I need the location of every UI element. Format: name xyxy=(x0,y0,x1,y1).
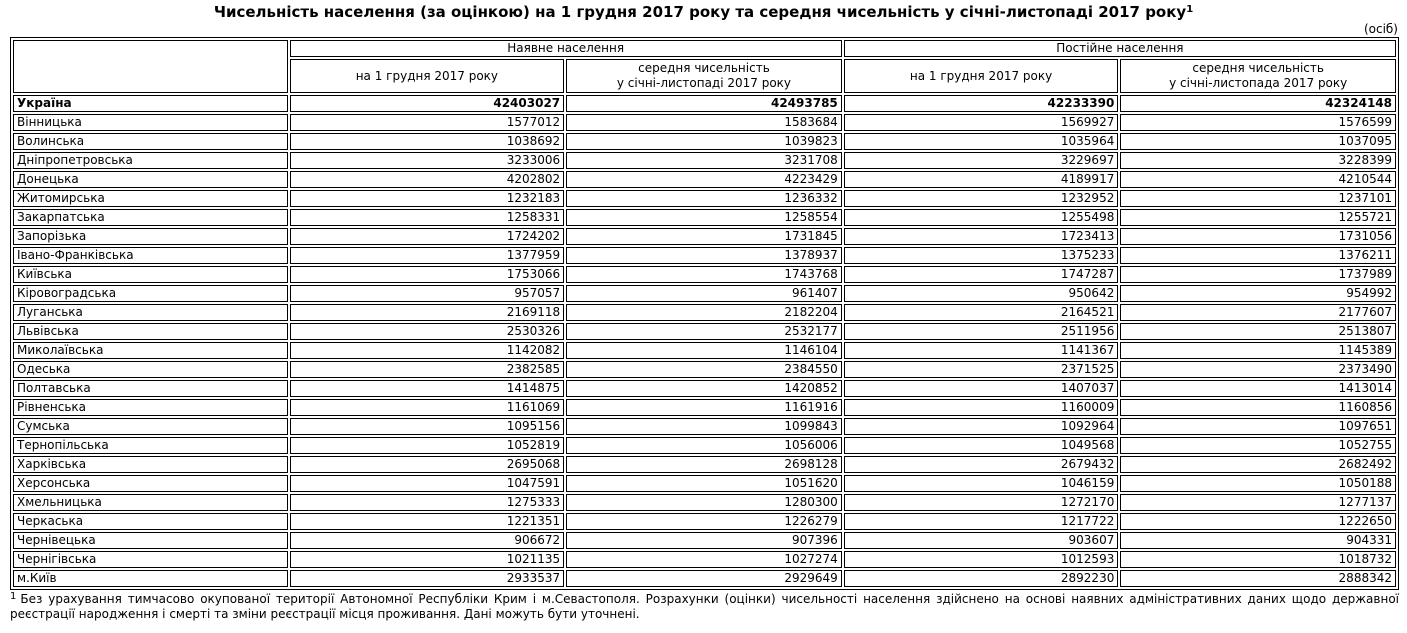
value-cell: 1569927 xyxy=(844,114,1119,131)
value-cell: 2373490 xyxy=(1120,361,1396,378)
value-cell: 1097651 xyxy=(1120,418,1396,435)
value-cell: 1039823 xyxy=(566,133,842,150)
value-cell: 2530326 xyxy=(290,323,565,340)
region-name: Сумська xyxy=(13,418,288,435)
header-col-present-dec1: на 1 грудня 2017 року xyxy=(290,59,565,93)
region-name: Волинська xyxy=(13,133,288,150)
table-row xyxy=(13,551,1396,568)
value-cell: 1222650 xyxy=(1120,513,1396,530)
table-row xyxy=(13,190,1396,207)
value-cell: 1577012 xyxy=(290,114,565,131)
value-cell: 1731056 xyxy=(1120,228,1396,245)
value-cell: 2532177 xyxy=(566,323,842,340)
value-cell: 1146104 xyxy=(566,342,842,359)
value-cell: 1258331 xyxy=(290,209,565,226)
value-cell: 1221351 xyxy=(290,513,565,530)
region-name: Миколаївська xyxy=(13,342,288,359)
table-row xyxy=(13,570,1396,587)
value-cell: 1743768 xyxy=(566,266,842,283)
footnote-mark: 1 xyxy=(10,591,17,602)
value-cell: 906672 xyxy=(290,532,565,549)
value-cell: 2933537 xyxy=(290,570,565,587)
value-cell: 1232952 xyxy=(844,190,1119,207)
table-row xyxy=(13,171,1396,188)
region-name: Київська xyxy=(13,266,288,283)
value-cell: 904331 xyxy=(1120,532,1396,549)
value-cell: 1018732 xyxy=(1120,551,1396,568)
table-row xyxy=(13,247,1396,264)
region-name: Дніпропетровська xyxy=(13,152,288,169)
region-name: Хмельницька xyxy=(13,494,288,511)
value-cell: 1272170 xyxy=(844,494,1119,511)
table-row xyxy=(13,475,1396,492)
page-title xyxy=(0,0,1407,22)
value-cell: 2513807 xyxy=(1120,323,1396,340)
footnote xyxy=(10,592,1399,622)
table-row xyxy=(13,285,1396,302)
value-cell: 1583684 xyxy=(566,114,842,131)
region-name: Одеська xyxy=(13,361,288,378)
value-cell: 4210544 xyxy=(1120,171,1396,188)
value-cell: 1226279 xyxy=(566,513,842,530)
table-row xyxy=(13,361,1396,378)
value-cell: 1049568 xyxy=(844,437,1119,454)
value-cell: 1377959 xyxy=(290,247,565,264)
value-cell: 1724202 xyxy=(290,228,565,245)
value-cell: 42324148 xyxy=(1120,95,1396,112)
value-cell: 1375233 xyxy=(844,247,1119,264)
value-cell: 1161916 xyxy=(566,399,842,416)
value-cell: 42493785 xyxy=(566,95,842,112)
table-row xyxy=(13,494,1396,511)
value-cell: 4223429 xyxy=(566,171,842,188)
value-cell: 1047591 xyxy=(290,475,565,492)
region-name: Тернопільська xyxy=(13,437,288,454)
value-cell: 3229697 xyxy=(844,152,1119,169)
value-cell: 1407037 xyxy=(844,380,1119,397)
value-cell: 2511956 xyxy=(844,323,1119,340)
region-name: Закарпатська xyxy=(13,209,288,226)
value-cell: 1027274 xyxy=(566,551,842,568)
value-cell: 1258554 xyxy=(566,209,842,226)
value-cell: 957057 xyxy=(290,285,565,302)
value-cell: 1731845 xyxy=(566,228,842,245)
value-cell: 1052755 xyxy=(1120,437,1396,454)
value-cell: 1021135 xyxy=(290,551,565,568)
table-row xyxy=(13,228,1396,245)
table-row xyxy=(13,266,1396,283)
header-group-permanent: Постійне населення xyxy=(844,40,1396,57)
region-name: Запорізька xyxy=(13,228,288,245)
value-cell: 1145389 xyxy=(1120,342,1396,359)
value-cell: 1046159 xyxy=(844,475,1119,492)
value-cell: 2888342 xyxy=(1120,570,1396,587)
region-name: Житомирська xyxy=(13,190,288,207)
table-row xyxy=(13,456,1396,473)
table-row xyxy=(13,152,1396,169)
value-cell: 1255498 xyxy=(844,209,1119,226)
header-row-groups xyxy=(13,40,1396,57)
value-cell: 2182204 xyxy=(566,304,842,321)
value-cell: 1413014 xyxy=(1120,380,1396,397)
value-cell: 1037095 xyxy=(1120,133,1396,150)
header-group-present: Наявне населення xyxy=(290,40,842,57)
header-col-permanent-avg-line1: середня чисельність xyxy=(1192,61,1324,75)
value-cell: 1255721 xyxy=(1120,209,1396,226)
value-cell: 1753066 xyxy=(290,266,565,283)
value-cell: 1142082 xyxy=(290,342,565,359)
table-row xyxy=(13,513,1396,530)
value-cell: 2679432 xyxy=(844,456,1119,473)
table-row xyxy=(13,418,1396,435)
table-row xyxy=(13,380,1396,397)
region-name: Харківська xyxy=(13,456,288,473)
value-cell: 1747287 xyxy=(844,266,1119,283)
table-row xyxy=(13,114,1396,131)
footnote-text: Без урахування тимчасово окупованої території Автономної Республіки Крим і м.Севастополя. Розрахунки (оцінки) чисельності населення здійснено на основі наявних адміністративних даних щодо державної реєстрації народження і смерті та зміни реєстрації місця проживання. Дані можуть бути уточнені. xyxy=(10,592,1399,621)
header-col-permanent-avg-line2: у січні-листопада 2017 року xyxy=(1169,76,1348,90)
table-row xyxy=(13,133,1396,150)
value-cell: 950642 xyxy=(844,285,1119,302)
value-cell: 1414875 xyxy=(290,380,565,397)
value-cell: 1420852 xyxy=(566,380,842,397)
header-col-permanent-dec1: на 1 грудня 2017 року xyxy=(844,59,1119,93)
value-cell: 2682492 xyxy=(1120,456,1396,473)
value-cell: 1277137 xyxy=(1120,494,1396,511)
header-col-permanent-avg xyxy=(1120,59,1396,93)
value-cell: 954992 xyxy=(1120,285,1396,302)
value-cell: 2695068 xyxy=(290,456,565,473)
value-cell: 2929649 xyxy=(566,570,842,587)
value-cell: 4189917 xyxy=(844,171,1119,188)
region-name: Черкаська xyxy=(13,513,288,530)
value-cell: 1160009 xyxy=(844,399,1119,416)
table-body xyxy=(13,95,1396,587)
value-cell: 1092964 xyxy=(844,418,1119,435)
value-cell: 2169118 xyxy=(290,304,565,321)
table-row xyxy=(13,342,1396,359)
value-cell: 1576599 xyxy=(1120,114,1396,131)
region-name: Луганська xyxy=(13,304,288,321)
value-cell: 2698128 xyxy=(566,456,842,473)
value-cell: 1737989 xyxy=(1120,266,1396,283)
unit-label: (осіб) xyxy=(1363,22,1398,36)
region-name: Вінницька xyxy=(13,114,288,131)
value-cell: 2177607 xyxy=(1120,304,1396,321)
value-cell: 1378937 xyxy=(566,247,842,264)
value-cell: 1056006 xyxy=(566,437,842,454)
value-cell: 907396 xyxy=(566,532,842,549)
value-cell: 1275333 xyxy=(290,494,565,511)
value-cell: 2371525 xyxy=(844,361,1119,378)
value-cell: 1236332 xyxy=(566,190,842,207)
value-cell: 1141367 xyxy=(844,342,1119,359)
region-name: Івано-Франківська xyxy=(13,247,288,264)
value-cell: 3233006 xyxy=(290,152,565,169)
region-name: Херсонська xyxy=(13,475,288,492)
table-row xyxy=(13,437,1396,454)
region-name: м.Київ xyxy=(13,570,288,587)
value-cell: 2382585 xyxy=(290,361,565,378)
value-cell: 1099843 xyxy=(566,418,842,435)
header-col-present-avg-line2: у січні-листопаді 2017 року xyxy=(616,76,792,90)
value-cell: 1012593 xyxy=(844,551,1119,568)
value-cell: 3228399 xyxy=(1120,152,1396,169)
value-cell: 2892230 xyxy=(844,570,1119,587)
header-col-present-avg-line1: середня чисельність xyxy=(638,61,770,75)
value-cell: 1161069 xyxy=(290,399,565,416)
table-row xyxy=(13,532,1396,549)
value-cell: 2384550 xyxy=(566,361,842,378)
table-row xyxy=(13,399,1396,416)
table-row-total xyxy=(13,95,1396,112)
header-col-present-avg xyxy=(566,59,842,93)
region-name: Рівненська xyxy=(13,399,288,416)
title-footnote-mark: 1 xyxy=(1186,4,1194,15)
value-cell: 3231708 xyxy=(566,152,842,169)
header-region-cell xyxy=(13,40,288,93)
value-cell: 1376211 xyxy=(1120,247,1396,264)
value-cell: 961407 xyxy=(566,285,842,302)
value-cell: 1035964 xyxy=(844,133,1119,150)
value-cell: 2164521 xyxy=(844,304,1119,321)
value-cell: 1232183 xyxy=(290,190,565,207)
table-row xyxy=(13,323,1396,340)
value-cell: 1038692 xyxy=(290,133,565,150)
value-cell: 1160856 xyxy=(1120,399,1396,416)
value-cell: 903607 xyxy=(844,532,1119,549)
population-table xyxy=(10,37,1399,590)
title-text: Чисельність населення (за оцінкою) на 1 грудня 2017 року та середня чисельність у січні-листопаді 2017 року xyxy=(213,3,1187,21)
table-row xyxy=(13,209,1396,226)
value-cell: 1052819 xyxy=(290,437,565,454)
table-row xyxy=(13,304,1396,321)
region-name: Львівська xyxy=(13,323,288,340)
value-cell: 42233390 xyxy=(844,95,1119,112)
region-name: Донецька xyxy=(13,171,288,188)
value-cell: 1217722 xyxy=(844,513,1119,530)
region-name: Чернігівська xyxy=(13,551,288,568)
value-cell: 1237101 xyxy=(1120,190,1396,207)
region-name: Кіровоградська xyxy=(13,285,288,302)
region-name: Чернівецька xyxy=(13,532,288,549)
value-cell: 1280300 xyxy=(566,494,842,511)
value-cell: 1723413 xyxy=(844,228,1119,245)
region-name: Україна xyxy=(13,95,288,112)
value-cell: 1050188 xyxy=(1120,475,1396,492)
value-cell: 4202802 xyxy=(290,171,565,188)
value-cell: 1095156 xyxy=(290,418,565,435)
value-cell: 42403027 xyxy=(290,95,565,112)
region-name: Полтавська xyxy=(13,380,288,397)
value-cell: 1051620 xyxy=(566,475,842,492)
